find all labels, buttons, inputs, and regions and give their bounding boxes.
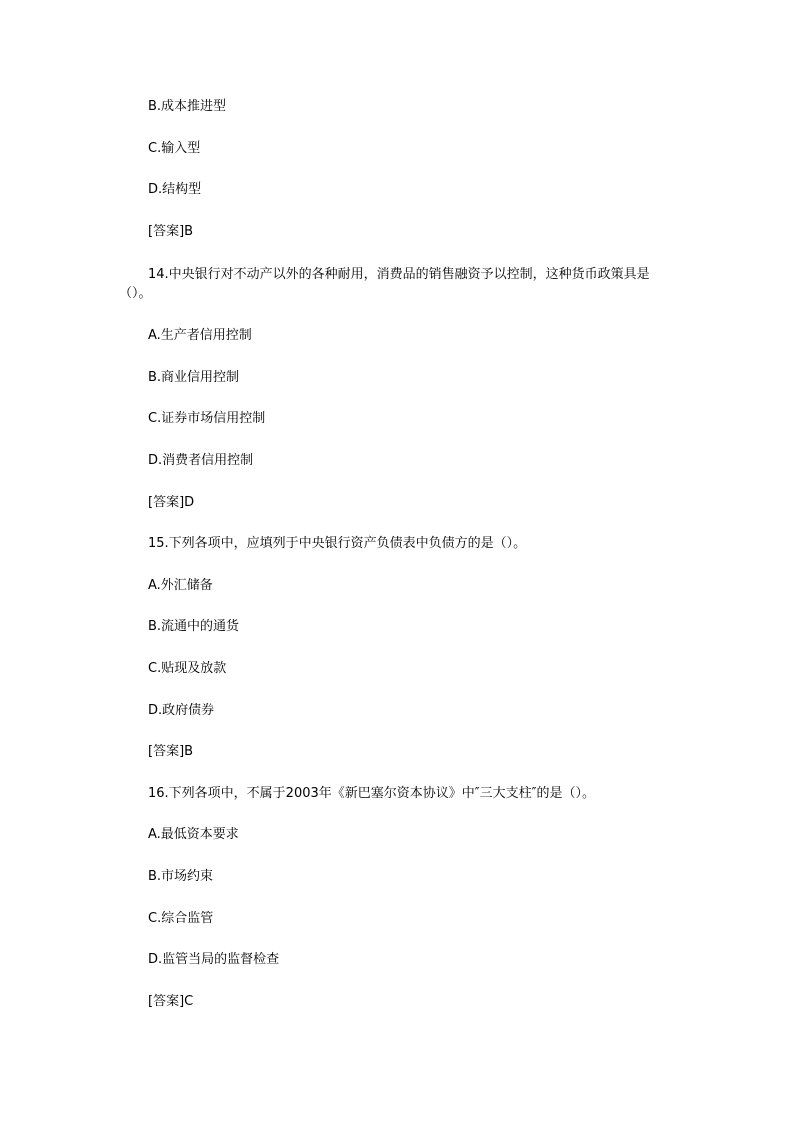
option-c-q16: C.综合监管 [148, 911, 214, 926]
option-b-q16: B.市场约束 [148, 869, 214, 884]
question-14: 14.中央银行对不动产以外的各种耐用，消费品的销售融资予以控制，这种货币政策具是（）。 [119, 267, 650, 301]
answer-q13: [答案]B [148, 224, 194, 239]
option-d-q15: D.政府债券 [148, 703, 215, 718]
option-c-q14: C.证券市场信用控制 [148, 411, 266, 426]
option-d-q13: D.结构型 [148, 182, 202, 197]
option-a-q16: A.最低资本要求 [148, 827, 239, 842]
answer-q14: [答案]D [148, 495, 195, 510]
option-d-q14: D.消费者信用控制 [148, 453, 254, 468]
option-a-q15: A.外汇储备 [148, 578, 213, 593]
option-d-q16: D.监管当局的监督检查 [148, 952, 280, 967]
option-c-q15: C.贴现及放款 [148, 661, 227, 676]
option-b-q13: B.成本推进型 [148, 99, 227, 114]
question-15: 15.下列各项中，应填列于中央银行资产负债表中负债方的是（）。 [148, 536, 527, 551]
option-c-q13: C.输入型 [148, 141, 201, 156]
option-b-q15: B.流通中的通货 [148, 619, 240, 634]
option-b-q14: B.商业信用控制 [148, 370, 240, 385]
answer-q15: [答案]B [148, 744, 194, 759]
option-a-q14: A.生产者信用控制 [148, 328, 252, 343]
question-16: 16.下列各项中，不属于2003年《新巴塞尔资本协议》中″三大支柱″的是（）。 [148, 786, 595, 801]
answer-q16: [答案]C [148, 994, 194, 1009]
